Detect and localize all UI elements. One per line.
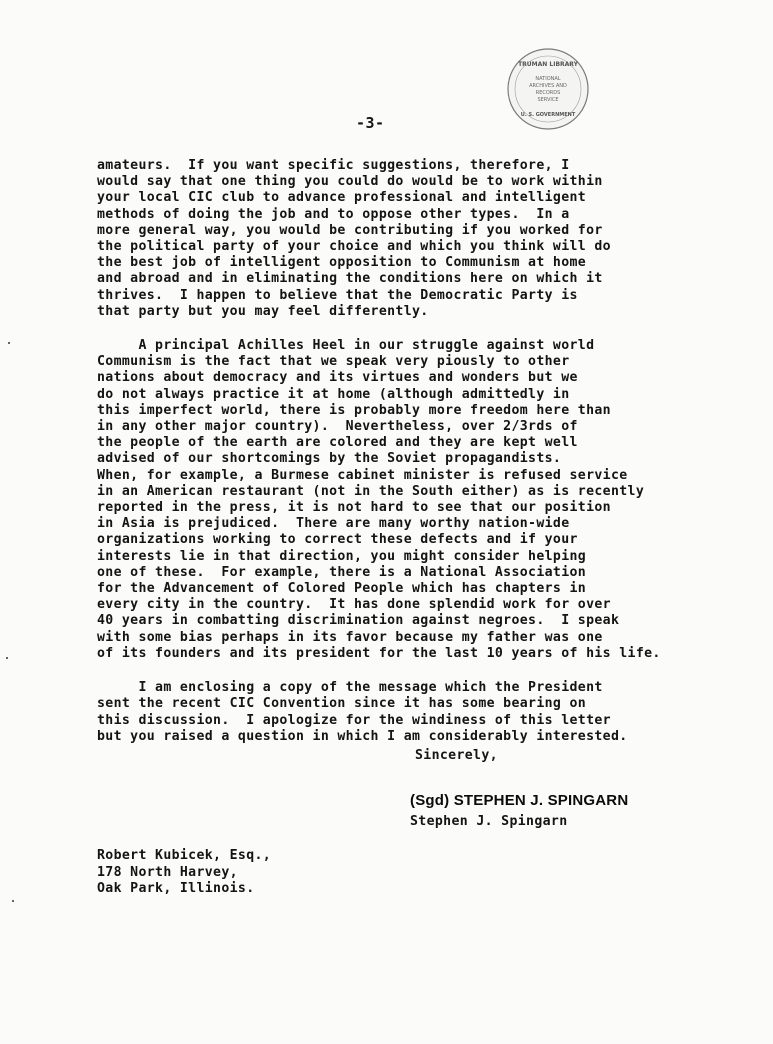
text-line: thrives. I happen to believe that the Democratic Party is <box>97 287 578 303</box>
svg-text:ARCHIVES AND: ARCHIVES AND <box>529 83 567 89</box>
text-line: the best job of intelligent opposition to Communism at home <box>97 255 587 271</box>
paragraph <box>97 338 747 662</box>
text-line: with some bias perhaps in its favor because my father was one <box>97 629 603 645</box>
recipient-street: 178 North Harvey, <box>97 864 238 880</box>
text-line: amateurs. If you want specific suggestions, therefore, I <box>97 158 570 173</box>
page-number: -3- <box>356 114 385 132</box>
margin-mark <box>6 657 8 659</box>
text-line: A principal Achilles Heel in our struggle against world <box>97 338 595 354</box>
recipient-address <box>97 848 271 898</box>
text-line: interests lie in that direction, you might consider helping <box>97 548 587 564</box>
paragraph <box>97 680 747 745</box>
text-line: I am enclosing a copy of the message which the President <box>97 680 603 696</box>
signature-stamp: (Sgd) STEPHEN J. SPINGARN <box>410 792 629 809</box>
text-line: but you raised a question in which I am considerably interested. <box>97 728 628 744</box>
text-line: this imperfect world, there is probably more freedom here than <box>97 402 611 418</box>
text-line: of its founders and its president for the last 10 years of his life. <box>97 645 661 661</box>
text-line: sent the recent CIC Convention since it has some bearing on <box>97 696 587 712</box>
margin-mark <box>12 900 14 902</box>
text-line: and abroad and in eliminating the conditions here on which it <box>97 271 603 287</box>
text-line: your local CIC club to advance professional and intelligent <box>97 190 587 206</box>
svg-text:SERVICE: SERVICE <box>537 97 559 103</box>
text-line: that party but you may feel differently. <box>97 303 429 319</box>
text-line: Communism is the fact that we speak very piously to other <box>97 354 570 370</box>
text-line: advised of our shortcomings by the Soviet propagandists. <box>97 451 562 467</box>
recipient-city: Oak Park, Illinois. <box>97 881 255 896</box>
svg-text:TRUMAN LIBRARY: TRUMAN LIBRARY <box>518 61 578 68</box>
text-line: When, for example, a Burmese cabinet minister is refused service <box>97 467 628 483</box>
closing: Sincerely, <box>415 748 498 763</box>
svg-text:NATIONAL: NATIONAL <box>535 76 561 82</box>
svg-text:U. S. GOVERNMENT: U. S. GOVERNMENT <box>520 112 576 118</box>
text-line: would say that one thing you could do would be to work within <box>97 174 603 190</box>
text-line: for the Advancement of Colored People which has chapters in <box>97 581 587 597</box>
text-line: in an American restaurant (not in the South either) as is recently <box>97 483 645 499</box>
text-line: more general way, you would be contributing if you worked for <box>97 222 603 238</box>
text-line: in any other major country). Nevertheless, over 2/3rds of <box>97 419 578 435</box>
text-line: methods of doing the job and to oppose other types. In a <box>97 206 570 222</box>
recipient-name: Robert Kubicek, Esq., <box>97 848 272 863</box>
text-line: one of these. For example, there is a National Association <box>97 564 587 580</box>
margin-mark <box>8 342 10 344</box>
text-line: reported in the press, it is not hard to see that our position <box>97 500 611 516</box>
archive-stamp <box>503 44 593 134</box>
text-line: organizations working to correct these defects and if your <box>97 532 578 548</box>
text-line: every city in the country. It has done splendid work for over <box>97 597 611 613</box>
text-line: the political party of your choice and which you think will do <box>97 239 611 255</box>
text-line: in Asia is prejudiced. There are many worthy nation-wide <box>97 516 570 532</box>
paragraph <box>97 158 747 320</box>
letter-body <box>97 158 747 763</box>
svg-text:RECORDS: RECORDS <box>535 90 561 96</box>
text-line: nations about democracy and its virtues and wonders but we <box>97 370 578 386</box>
signature-typed: Stephen J. Spingarn <box>410 814 568 829</box>
text-line: do not always practice it at home (although admittedly in <box>97 386 570 402</box>
text-line: this discussion. I apologize for the windiness of this letter <box>97 712 611 728</box>
text-line: the people of the earth are colored and they are kept well <box>97 435 578 451</box>
text-line: 40 years in combatting discrimination against negroes. I speak <box>97 613 620 629</box>
